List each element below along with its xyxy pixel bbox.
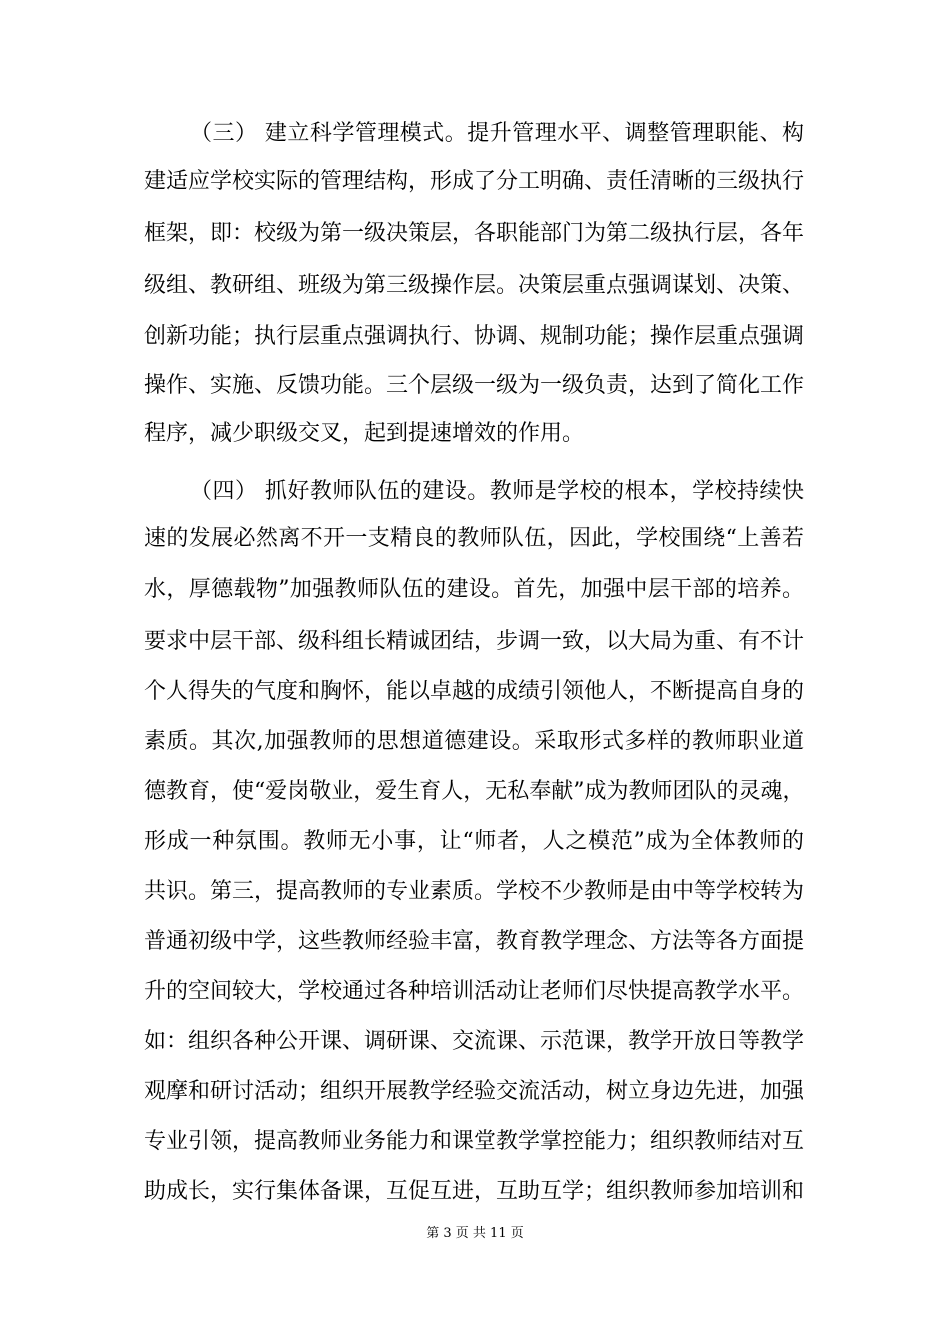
- paragraph-2-line-7: 德教育，使“爱岗敬业，爱生育人，无私奉献”成为教师团队的灵魂，: [144, 779, 804, 804]
- paragraph-2-line-13: 观摩和研讨活动；组织开展教学经验交流活动，树立身边先进，加强: [144, 1079, 804, 1104]
- paragraph-2-line-2: 速的发展必然离不开一支精良的教师队伍，因此，学校围绕“上善若: [144, 526, 804, 551]
- paragraph-1-line-5: 创新功能；执行层重点强调执行、协调、规制功能；操作层重点强调: [144, 324, 804, 349]
- paragraph-2-line-11: 升的空间较大，学校通过各种培训活动让老师们尽快提高教学水平。: [144, 979, 804, 1004]
- paragraph-2-line-15: 助成长，实行集体备课，互促互进，互助互学；组织教师参加培训和: [144, 1179, 804, 1204]
- paragraph-2-line-5: 个人得失的气度和胸怀，能以卓越的成绩引领他人，不断提高自身的: [144, 679, 804, 704]
- paragraph-1-line-4: 级组、教研组、班级为第三级操作层。决策层重点强调谋划、决策、: [144, 273, 804, 298]
- page-number-footer: 第 3 页 共 11 页: [426, 1226, 524, 1241]
- paragraph-2-line-3: 水，厚德载物”加强教师队伍的建设。首先，加强中层干部的培养。: [144, 577, 804, 602]
- paragraph-1-line-2: 建适应学校实际的管理结构，形成了分工明确、责任清晰的三级执行: [144, 169, 804, 194]
- paragraph-2-line-8: 形成一种氛围。教师无小事，让“师者，人之模范”成为全体教师的: [144, 829, 804, 854]
- paragraph-1-line-6: 操作、实施、反馈功能。三个层级一级为一级负责，达到了简化工作: [144, 373, 804, 398]
- paragraph-1-line-1: （三） 建立科学管理模式。提升管理水平、调整管理职能、构: [190, 121, 804, 146]
- paragraph-1-line-3: 框架，即：校级为第一级决策层，各职能部门为第二级执行层，各年: [144, 221, 804, 246]
- paragraph-2-line-1: （四） 抓好教师队伍的建设。教师是学校的根本，学校持续快: [190, 479, 804, 504]
- paragraph-2-line-10: 普通初级中学，这些教师经验丰富，教育教学理念、方法等各方面提: [144, 929, 804, 954]
- paragraph-2-line-4: 要求中层干部、级科组长精诚团结，步调一致，以大局为重、有不计: [144, 629, 804, 654]
- paragraph-2-line-12: 如：组织各种公开课、调研课、交流课、示范课，教学开放日等教学: [144, 1029, 804, 1054]
- paragraph-2-line-14: 专业引领，提高教师业务能力和课堂教学掌控能力；组织教师结对互: [144, 1129, 804, 1154]
- paragraph-2-line-9: 共识。第三，提高教师的专业素质。学校不少教师是由中等学校转为: [144, 879, 804, 904]
- paragraph-1-line-7: 程序，减少职级交叉，起到提速增效的作用。: [144, 421, 585, 446]
- paragraph-2-line-6: 素质。其次,加强教师的思想道德建设。采取形式多样的教师职业道: [144, 729, 804, 754]
